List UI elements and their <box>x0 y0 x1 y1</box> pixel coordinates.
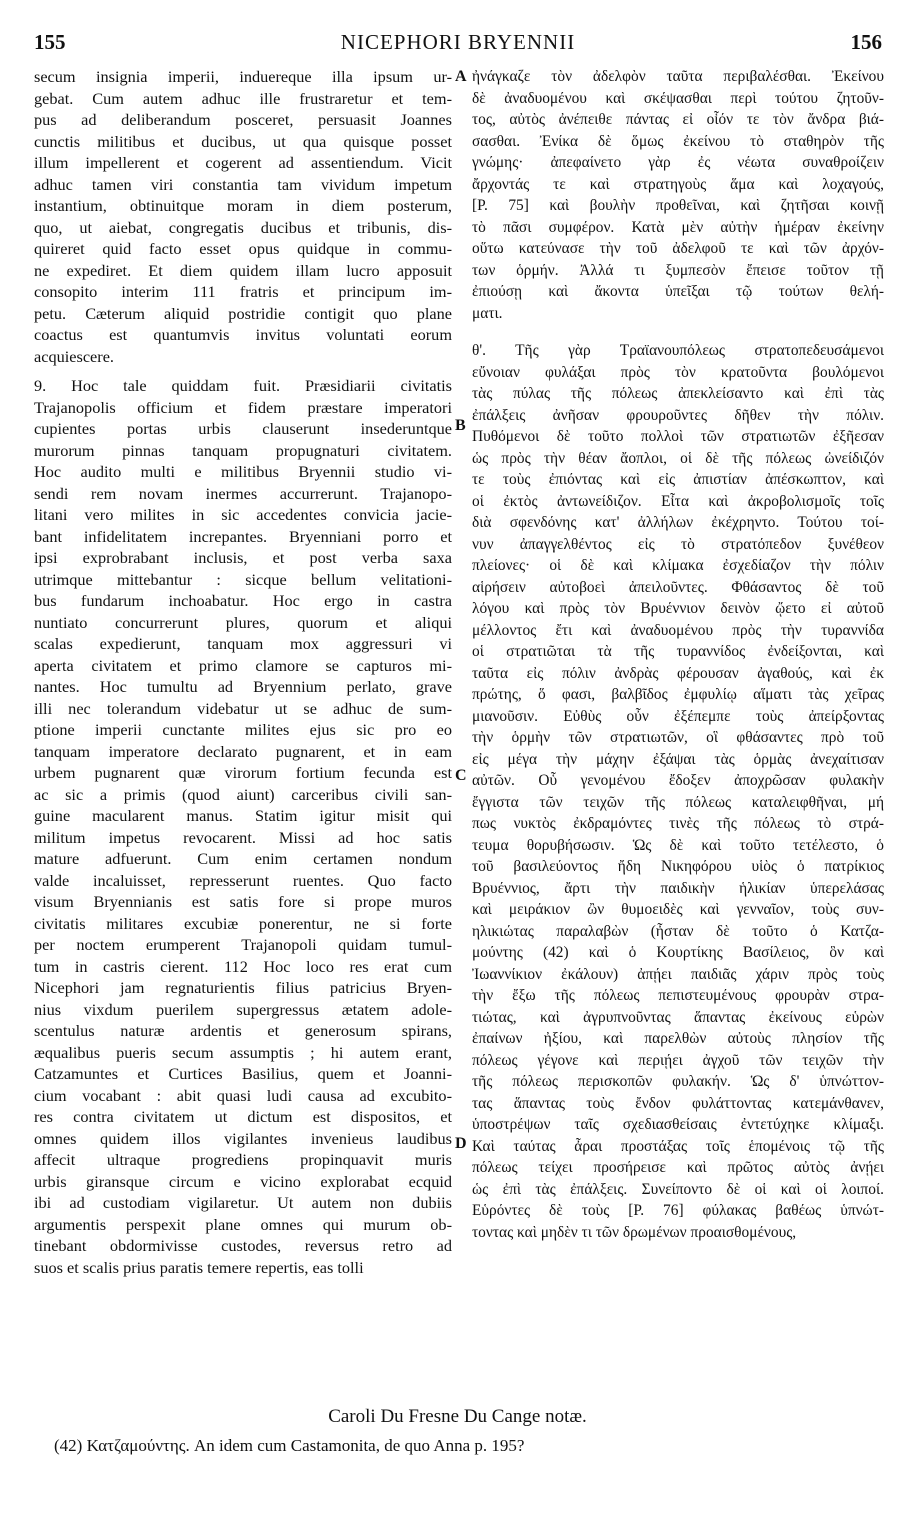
text-line: τοντας καὶ μηδὲν τι τῶν δρωμένων προαισθομένους, <box>472 1223 797 1241</box>
text-line: adhuc tamen viri constantia tam vividum impetum <box>34 174 452 194</box>
text-line: των ὁρμήν. Ἀλλά τι ξυμπεσὸν ἔπεισε τοῦτον τῇ <box>472 261 884 279</box>
text-line: τὴν ἔξω τῆς πόλεως πεπιστευμένους φρουρὰν στρα- <box>472 987 884 1004</box>
running-title: NICEPHORI BRYENNII <box>340 30 576 54</box>
text-line: coactus est quantumvis invitus voluntati eorum <box>34 325 452 344</box>
text-line: τῆς πόλεως περισκοπῶν φυλακήν. Ὡς δ' ὑπνώττον- <box>472 1073 884 1090</box>
text-line: ὡς πρὸς τὴν θέαν ἄοπλοι, οἱ δὲ τῆς πόλεως ὠνείδιζόν <box>472 449 884 467</box>
text-line: πόλεως γέγονε καὶ περιῄει ἀγχοῦ τῶν τειχῶν τὴν <box>472 1051 884 1069</box>
text-line: Hoc audito multi e militibus Bryennii studio vi- <box>34 462 452 481</box>
text-line: gebat. Cum autem adhuc ille frustraretur et tem- <box>34 88 452 108</box>
text-line: utrimque mittebantur : sicque bellum velitationi- <box>34 569 452 589</box>
text-line: secum insignia imperii, induereque illa ipsum ur- <box>34 67 452 86</box>
text-line: nius vixdum puerilem supergressus ætatem adole- <box>34 999 452 1019</box>
text-line: νυν ἀπαγγελθέντος εἰς τὸ στρατόπεδον ξυνέθεον <box>472 535 884 553</box>
text-line: Βρυέννιος, ἄρτι τὴν παιδικὴν ἡλικίαν ὑπερελάσας <box>472 879 884 897</box>
text-line: τος, αὐτὸς ἀνέπειθε πάντας εἰ οἷόν τε τὸν ἄνδρα βιά- <box>472 111 884 128</box>
text-line: τευμα θορυβήσωσιν. Ὡς δὲ καὶ τοῦτο τετέλεστο, ὁ <box>472 836 884 854</box>
text-line: ἠνάγκαζε τὸν ἀδελφὸν ταῦτα περιβαλέσθαι. Ἐκείνου <box>472 68 884 85</box>
text-line: οὕτω κατεύνασε τὴν τοῦ ἀδελφοῦ τε καὶ τῶν ἀρχόν- <box>472 240 884 257</box>
text-line: τὸ πᾶσι συμφέρον. Κατὰ μὲν αὐτὴν ἡμέραν ἐκείνην <box>472 218 884 236</box>
text-line: Καὶ ταύτας ἆραι προστάξας τοῖς ἑπομένοις τῷ τῆς <box>472 1137 884 1155</box>
text-line: Εὑρόντες δὲ τοὺς [P. 76] φύλακας βαθέως ὑπνώτ- <box>472 1202 884 1219</box>
text-line: ηλικιώτας παραλαβὼν (ἦσταν δὲ τοῦτο ὁ Κατζα- <box>472 922 884 940</box>
text-line: urbis giransque circum e vicino explorabat ecquid <box>34 1171 452 1191</box>
text-line: æqualibus pueris secum assumptis ; hi autem erant, <box>34 1042 452 1062</box>
text-line: ὑποστρέψων ταῖς σχεδιασθείσαις ἐντετύχηκε κλίμαξι. <box>472 1116 884 1133</box>
text-line: per noctem erumperent Trajanopoli quidam tumul- <box>34 935 452 954</box>
text-line: illi nec tolerandum videbatur ut se adhuc de sum- <box>34 698 452 718</box>
text-line: αὐτῶν. Οὗ γενομένου ἔδοξεν ἀποχρῶσαν φυλακὴν <box>472 772 884 789</box>
text-line: consopito interim 111 fratris et principum im- <box>34 282 452 301</box>
text-line: πλείονες· οἱ δὲ καὶ κλίμακα ἐσχεδίαζον τὴν πόλιν <box>472 557 884 574</box>
text-line: μιανοῦσιν. Εὐθὺς οὖν ἐξέπεμπε τοὺς ἀπείρξοντας <box>472 707 884 725</box>
text-line: ibi ad custodiam vigilaretur. Ut autem non dubiis <box>34 1193 452 1212</box>
text-line: tinebant obdormivisse custodes, reversus retro ad <box>34 1236 452 1255</box>
text-line: τὰς πύλας τῆς πόλεως ἀπεκλείσαντο καὶ ἐπὶ τὰς <box>472 385 884 402</box>
latin-column <box>34 66 452 1278</box>
text-line: res contra civitatem ut dictum est dispositos, et <box>34 1107 452 1126</box>
text-line: illum impellerent et cogerent ad assentiendum. Vicit <box>34 153 452 172</box>
text-line: mature adfuerunt. Cum enim certamen nondum <box>34 849 452 868</box>
text-line: σασθαι. Ἐνίκα δὲ ὅμως ἐκείνου τὸ σταθηρὸν τῆς <box>472 132 884 150</box>
text-line: ἔγγιστα τῶν τειχῶν τῆς πόλεως καταλειφθῆναι, μή <box>472 793 884 811</box>
text-line: cupientes portas urbis clauserunt insederuntque <box>34 419 452 438</box>
text-line: aperta civitatem et primo clamore se capturos mi- <box>34 655 452 675</box>
text-line: bus fundarum inchoabatur. Hoc ergo in castra <box>34 591 452 610</box>
text-line: μούντης (42) καὶ ὁ Κουρτίκης Βασίλειος, ὃν καὶ <box>472 944 884 961</box>
text-line: τοῦ βασιλεύοντος ἤδη Νικηφόρου υἱὸς ὁ πατρίκιος <box>472 858 884 875</box>
margin-letter-b: B <box>455 417 466 434</box>
text-line: Ἰωαννίκιον ἐκάλουν) ἀπῄει παιδιᾶς χάριν πρὸς τοὺς <box>472 965 884 983</box>
text-line: δὲ ἀναδυομένου καὶ σκέψασθαι περὶ τούτου ζητοῦν- <box>472 89 884 107</box>
notes-heading: Caroli Du Fresne Du Cange notæ. <box>328 1406 587 1427</box>
text-line: visum Bryennianis est satis fore si prope muros <box>34 892 452 911</box>
text-line: πόλεως τείχει προσήρεισε καὶ πρῶτος αὐτὸς ἀνῄει <box>472 1159 884 1176</box>
text-line: instantium, obtinuitque moram in diem posterum, <box>34 196 452 215</box>
running-header <box>34 30 882 60</box>
text-line: ματι. <box>472 304 503 322</box>
text-line: tanquam imperatore declarato pugnarent, et in eam <box>34 741 452 761</box>
text-line: ταῦτα εἰς πόλιν ἀνδρὰς φέρουσαν ἀγαθούς, καὶ ἐκ <box>472 664 884 682</box>
text-line: ἐπάλξεις ἀνῆσαν φρουροῦντες δῆθεν τὴν πόλιν. <box>472 406 884 424</box>
text-line: nantes. Hoc tumultu ad Bryennium perlato, grave <box>34 677 452 696</box>
text-line: λόγου καὶ πρὸς τὸν Βρυέννιον δεινὸν ᾤετο εἰ αὐτοῦ <box>472 600 884 617</box>
text-line: εἰς μέγα τὴν μάχην ἐξάψαι τὰς ὁρμὰς ἀνεχαίτισαν <box>472 750 884 768</box>
text-line: urbem pugnarent quæ virorum fortium fecunda est <box>34 763 452 782</box>
paragraph-gap <box>472 332 884 340</box>
text-line: Nicephori jam regnaturientis filius patricius Bryen- <box>34 978 452 997</box>
text-line: καὶ μειράκιον ὢν θυμοειδὲς καὶ γενναῖον, τοὺς συν- <box>472 901 884 918</box>
text-line: [P. 75] καὶ βουλὴν προθεῖναι, καὶ ζητῆσαι κοινῇ <box>472 197 884 214</box>
text-line: litani vero milites in sic accedentes convicia jacie- <box>34 505 452 524</box>
text-line: murorum pinnas tanquam propugnaturi civitatem. <box>34 440 452 460</box>
paragraph-gap <box>472 324 884 332</box>
page-number-left: 155 <box>34 30 66 54</box>
text-line: affecit ultraque progrediens propinquavit muris <box>34 1150 452 1169</box>
text-line: τιώτας, καὶ ἀγρυπνοῦντας ἅπαντας ἐκείνους εὑρὼν <box>472 1008 884 1026</box>
margin-letter-c: C <box>455 767 467 784</box>
text-line: οἱ ἐκτὸς ἀντωνείδιζον. Εἶτα καὶ ἀκροβολισμοῖς τοῖς <box>472 492 884 510</box>
text-line: sendi rem novam inermes accurrerunt. Trajanopo- <box>34 483 452 503</box>
text-line: pus ad deliberandum posceret, persuasit Joannes <box>34 110 452 129</box>
text-line: ac sic a primis (quod aiunt) carceribus civili san- <box>34 784 452 804</box>
text-line: τας ἅπαντας τοὺς ἔνδον φυλάττοντας κατεμάνθανεν, <box>472 1094 884 1112</box>
text-line: omnes quidem illos vigilantes invenieus laudibus <box>34 1128 452 1148</box>
paragraph-gap <box>34 367 452 375</box>
text-line: argumentis perspexit plane omnes qui murum ob- <box>34 1214 452 1234</box>
text-line: guine macularent manus. Statim igitur misit qui <box>34 806 452 825</box>
text-line: Πυθόμενοι δὲ τοῦτο πολλοὶ τῶν στρατιωτῶν ἐξῆεσαν <box>472 428 884 445</box>
text-line: ptione imperii cunctante milites ejus sic pro eo <box>34 720 452 739</box>
page-number-right: 156 <box>850 30 882 54</box>
text-line: ἄρχοντάς τε καὶ στρατηγοὺς ἅμα καὶ λοχαγούς, <box>472 175 884 193</box>
margin-letter-d: D <box>455 1135 467 1152</box>
text-line: quireret quid facto esset opus quidque in commu- <box>34 239 452 258</box>
text-line: πως νυκτὸς ἐκδραμόντες τινὲς τῆς πόλεως τὸ στρά- <box>472 815 884 832</box>
text-line: acquiescere. <box>34 346 114 366</box>
text-line: ἐπιούσῃ καὶ ἄκοντα ὑπεῖξαι τῷ τούτων θελή- <box>472 283 884 300</box>
text-line: militum impetus revocarent. Missi ad hoc satis <box>34 827 452 847</box>
text-line: petu. Cæterum aliquid postridie contigit quo plane <box>34 303 452 323</box>
text-line: θ'. Τῆς γὰρ Τραϊανουπόλεως στρατοπεδευσάμενοι <box>472 342 884 359</box>
text-line: 9. Hoc tale quiddam fuit. Præsidiarii civitatis <box>34 376 452 395</box>
text-line: οἱ στρατιῶται τὰ τῆς τυραννίδος ἐνδείξονται, καὶ <box>472 643 884 660</box>
text-line: τὴν ὁρμὴν τῶν στρατιωτῶν, οἳ φθάσαντες πρὸ τοῦ <box>472 729 884 746</box>
text-line: ἐπαίνων ἠξίου, καὶ παρελθὼν αὐτοὺς πλησίον τῆς <box>472 1030 884 1047</box>
text-line: civitatis militares excubiæ ponerentur, ne si forte <box>34 913 452 933</box>
text-line: πρώτης, ὅ φασι, βαλβῖδος ἐμφυλίῳ αἵματι τὰς χεῖρας <box>472 686 884 703</box>
margin-letter-a: A <box>455 68 467 85</box>
text-line: αἱρήσειν αὐτοβοεὶ ἀπειλοῦντες. Φθάσαντος δὲ τοῦ <box>472 578 884 596</box>
text-line: scalas expedierunt, tanquam mox aggressuri vi <box>34 634 452 653</box>
text-line: τε τοὺς ἐπιόντας καὶ εἰς ἀπιστίαν ἀπέσκωπτον, καὶ <box>472 471 884 488</box>
text-line: Catzamuntes et Curtices Basilius, quem et Joanni- <box>34 1064 452 1083</box>
text-line: ne expediret. Et diem quidem illam lucro apposuit <box>34 260 452 280</box>
text-line: quo, ut aiebat, congregatis ducibus et tribunis, dis- <box>34 217 452 237</box>
text-line: tum in castris cierent. 112 Hoc loco res erat cum <box>34 956 452 976</box>
text-line: μέλλοντος ἔτι καὶ ἀναδυομένου πρὸς τὴν τυραννίδα <box>472 621 884 639</box>
text-line: Trajanopolis officium et fidem præstare imperatori <box>34 397 452 417</box>
text-line: cium vocabant : abit quasi ludi causa ad excubito- <box>34 1085 452 1105</box>
footnote: (42) Κατζαμούντης. An idem cum Castamonita, de quo Anna p. 195? <box>54 1436 525 1455</box>
text-line: διὰ σφενδόνης κατ' ἀλλήλων ἐκέχρηντο. Τούτου τοί- <box>472 514 884 531</box>
text-line: nuntiato concurrerunt plures, quorum et aliqui <box>34 612 452 632</box>
text-line: suos et scalis prius paratis temere repertis, eas tolli <box>34 1257 364 1277</box>
greek-column <box>472 66 884 1243</box>
text-line: εὔνοιαν φυλάξαι πρὸς τὸν κρατοῦντα βουλόμενοι <box>472 363 884 381</box>
text-line: valde incaluisset, represserunt ruentes. Quo facto <box>34 870 452 890</box>
text-line: ὡς ἐπὶ τὰς ἐπάλξεις. Συνείποντο δὲ οἱ καὶ οἱ λοιποί. <box>472 1180 884 1198</box>
text-line: bant infidelitatem increpantes. Bryenniani porro et <box>34 526 452 546</box>
text-line: ipsi exprobrabant inclusis, et post verba saxa <box>34 548 452 567</box>
text-line: γνώμης· ἀπεφαίνετο γὰρ ἐς νέωτα συναθροίζειν <box>472 154 884 171</box>
text-line: cunctis militibus et ducibus, ut qua quisque posset <box>34 131 452 151</box>
text-line: scentulus naturæ ardentis et generosum spirans, <box>34 1021 452 1040</box>
